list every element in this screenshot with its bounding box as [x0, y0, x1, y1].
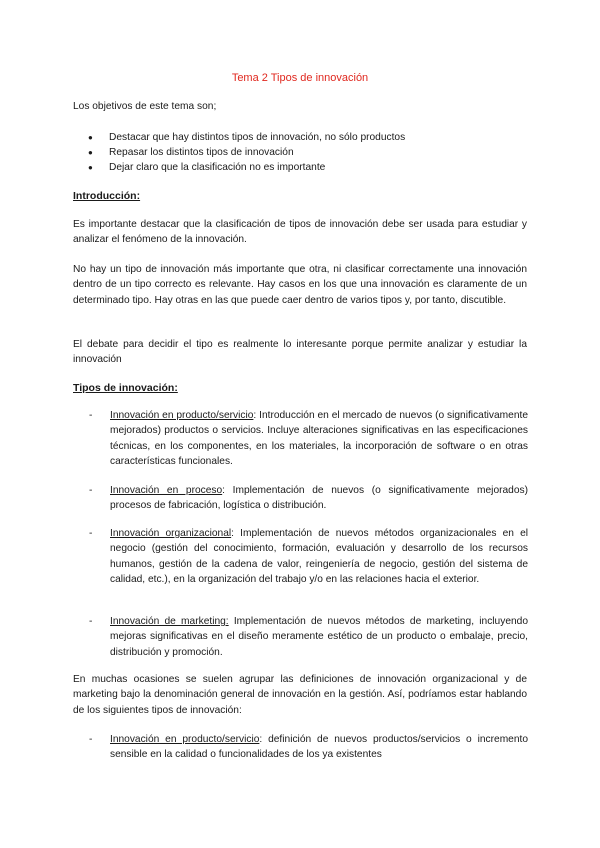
- type-description: : Implementación de nuevos (o significativamente mejorados) procesos de fabricación, logística o distribución.: [110, 485, 528, 512]
- dash-marker: -: [89, 734, 93, 745]
- type-item: [89, 526, 528, 587]
- intro-line: Los objetivos de este tema son;: [73, 101, 217, 112]
- intro-heading: Introducción:: [73, 190, 141, 202]
- dash-marker: -: [89, 410, 93, 421]
- type-term: Innovación organizacional: [110, 528, 232, 539]
- type-description: : definición de nuevos productos/servicios o incremento sensible en la calidad o funcionalidades de los ya existentes: [110, 734, 529, 761]
- type-term: Innovación de marketing:: [110, 616, 229, 627]
- grouped-type-item: [89, 732, 528, 763]
- type-term: Innovación en producto/servicio: [110, 734, 260, 745]
- type-term: Innovación en proceso: [110, 485, 223, 496]
- intro-paragraph: Es importante destacar que la clasificación de tipos de innovación debe ser usada para estudiar y analizar el fenómeno de la innovación.: [73, 219, 527, 246]
- type-item: [89, 614, 528, 660]
- intro-paragraph: No hay un tipo de innovación más importante que otra, ni clasificar correctamente una innovación dentro de un tipo correcto es relevante. Hay casos en los que una innovación es claramente de un determinado tipo. Hay otras en las que puede caer dentro de varios tipos y, por tanto, discutible.: [73, 264, 527, 306]
- objective-item: ● Dejar claro que la clasificación no es importante: [88, 160, 405, 175]
- document-title: Tema 2 Tipos de innovación: [231, 72, 369, 84]
- objective-item: ● Repasar los distintos tipos de innovación: [88, 145, 405, 160]
- objectives-list: [88, 130, 405, 175]
- type-term: Innovación en producto/servicio: [110, 410, 254, 421]
- type-description: Implementación de nuevos métodos de marketing, incluyendo mejoras significativas en el diseño meramente estético de un producto o embalaje, precio, distribución y promoción.: [110, 616, 528, 658]
- type-item: [89, 483, 528, 514]
- dash-marker: -: [89, 485, 93, 496]
- types-heading: Tipos de innovación:: [73, 382, 178, 394]
- grouping-paragraph: En muchas ocasiones se suelen agrupar las definiciones de innovación organizacional y de marketing bajo la denominación general de innovación en la gestión. Así, podríamos estar hablando de los siguientes tipos de innovación:: [73, 674, 527, 716]
- intro-paragraph: El debate para decidir el tipo es realmente lo interesante porque permite analizar y estudiar la innovación: [73, 339, 527, 366]
- dash-marker: -: [89, 616, 93, 627]
- type-description: : Implementación de nuevos métodos organizacionales en el negocio (gestión del conocimiento, formación, evaluación y desarrollo de los recursos humanos, gestión de la cadena de valor, reingeniería de negocio, gestión del sistema de calidad, etc.), en la organización del trabajo y/o en las relaciones hacia el exterior.: [110, 528, 528, 585]
- type-item: [89, 408, 528, 469]
- dash-marker: -: [89, 528, 93, 539]
- type-description: : Introducción en el mercado de nuevos (o significativamente mejorados) productos o servicios. Incluye alteraciones significativas en las especificaciones técnicas, en los componentes, en los materiales, la incorporación de software o en otras características funcionales.: [110, 410, 528, 467]
- objective-item: ● Destacar que hay distintos tipos de innovación, no sólo productos: [88, 130, 405, 145]
